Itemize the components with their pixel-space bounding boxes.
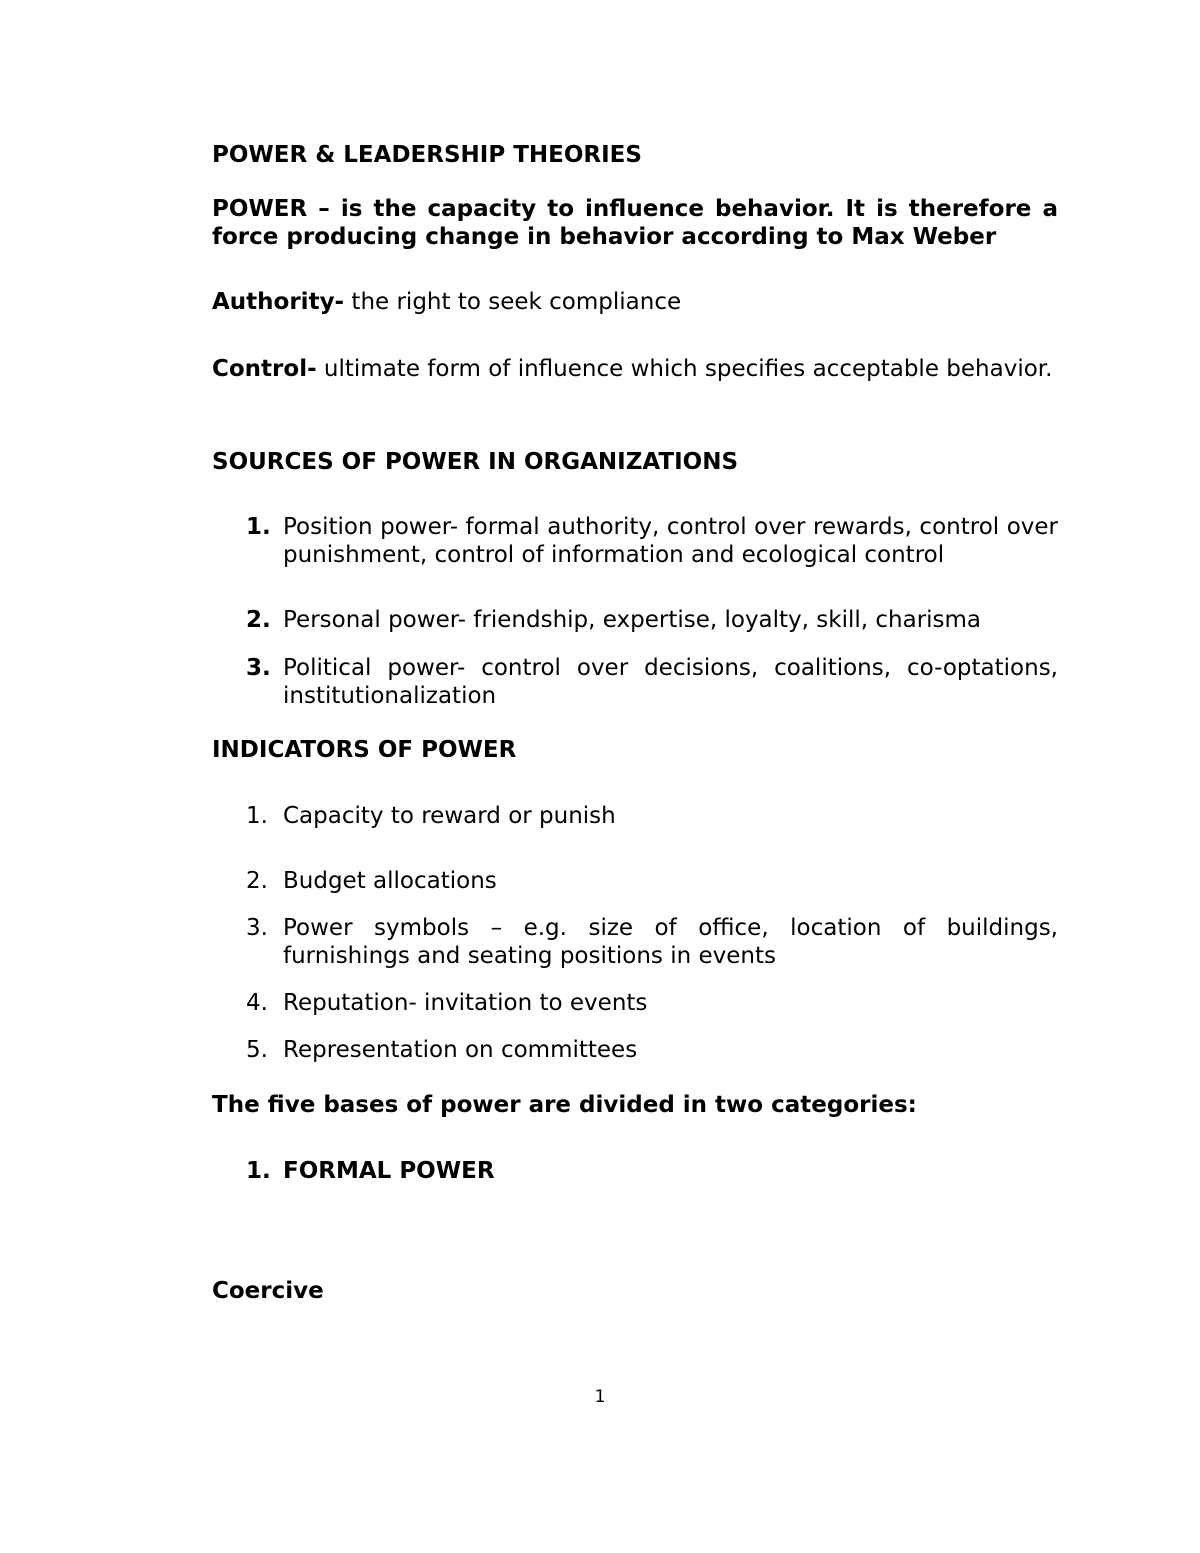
list-item-number: 1.	[246, 1158, 271, 1184]
power-definition-text: – is the capacity to influence behavior. It is therefore a force producing change in behavior according to Max Weber	[212, 196, 1058, 250]
list-item-text: Power symbols – e.g. size of office, location of buildings, furnishings and seating positions in events	[283, 915, 1058, 969]
power-definition	[212, 195, 1058, 251]
indicators-heading: INDICATORS OF POWER	[212, 737, 517, 763]
document-title: POWER & LEADERSHIP THEORIES	[212, 142, 642, 168]
list-item-text: Position power- formal authority, control over rewards, control over punishment, control of information and ecological control	[283, 514, 1058, 568]
list-item-number: 2.	[246, 868, 268, 894]
list-item-number: 3.	[246, 915, 268, 941]
list-item-text: Representation on committees	[283, 1037, 638, 1063]
formal-power-heading: FORMAL POWER	[283, 1158, 495, 1184]
coercive-heading: Coercive	[212, 1278, 324, 1304]
list-item-text: Budget allocations	[283, 868, 497, 894]
document-page	[212, 0, 1058, 1553]
list-item-text: Reputation- invitation to events	[283, 990, 648, 1016]
sources-heading: SOURCES OF POWER IN ORGANIZATIONS	[212, 449, 739, 475]
bases-heading: The five bases of power are divided in two categories:	[212, 1092, 917, 1118]
list-item-text: Political power- control over decisions, coalitions, co-optations, institutionalization	[283, 655, 1058, 709]
list-item-number: 4.	[246, 990, 268, 1016]
list-item-number: 2.	[246, 607, 271, 633]
authority-definition	[212, 288, 1058, 316]
list-item-number: 1.	[246, 514, 271, 540]
list-item-number: 3.	[246, 655, 271, 681]
control-definition-text: ultimate form of influence which specifies acceptable behavior.	[316, 356, 1053, 382]
power-term: POWER	[212, 196, 308, 222]
list-item-text: Personal power- friendship, expertise, loyalty, skill, charisma	[283, 607, 982, 633]
list-item-number: 1.	[246, 803, 268, 829]
control-definition	[212, 355, 1058, 383]
authority-definition-text: the right to seek compliance	[344, 289, 682, 315]
control-term: Control-	[212, 356, 317, 382]
list-item-text: Capacity to reward or punish	[283, 803, 616, 829]
list-item-number: 5.	[246, 1037, 268, 1063]
authority-term: Authority-	[212, 289, 345, 315]
page-number: 1	[594, 1387, 606, 1407]
